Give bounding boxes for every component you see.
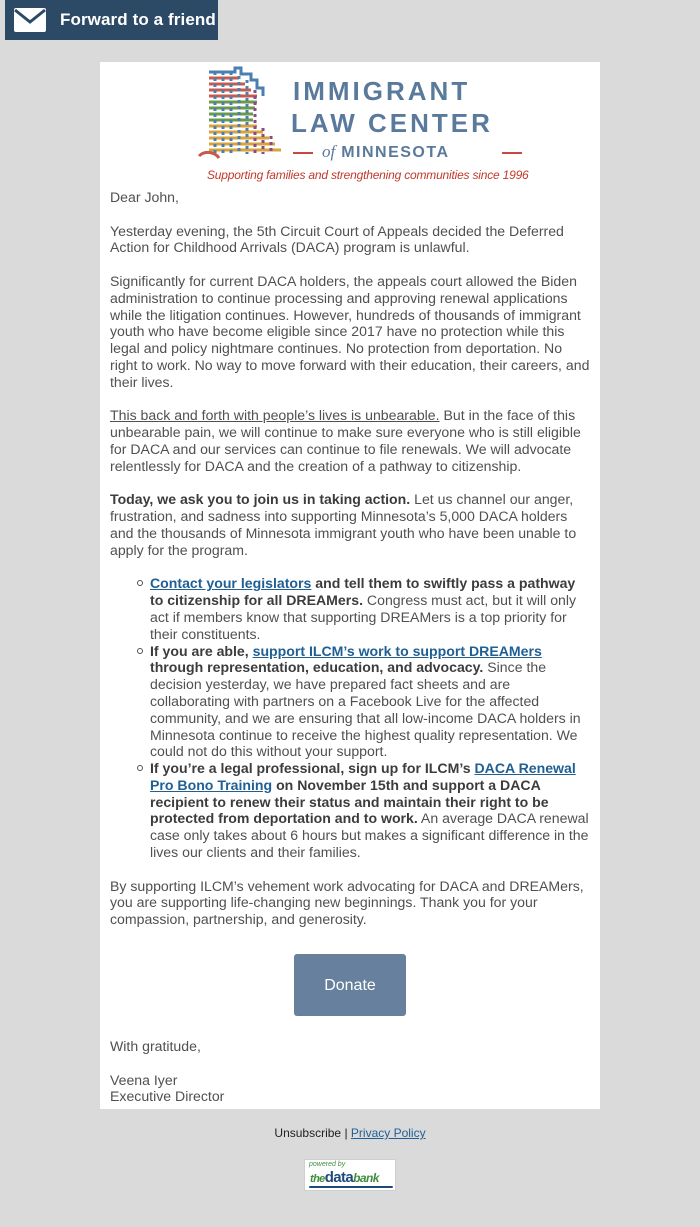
email-content [110,189,590,1105]
powered-by-databank-logo[interactable] [304,1159,396,1191]
footer [0,1126,700,1140]
footer-separator: | [341,1126,351,1140]
minnesota-map-mark-icon [195,66,289,162]
paragraph-3: This back and forth with people’s lives is unbearable. But in the face of this unbearable pain, we will continue to make sure everyone who is still eligible for DACA and our services can continue to file renewals. We will advocate relentlessly for DACA and the creation of a pathway to citizenship. [110,407,581,474]
databank-swoosh-icon [309,1186,393,1188]
forward-to-friend-button[interactable] [5,0,218,40]
support-ilcm-link[interactable]: support ILCM’s work to support DREAMers [252,642,542,659]
paragraph-2: Significantly for current DACA holders, the appeals court allowed the Biden administration to continue processing and approving renewal applications while the litigation continues. However, hundreds of thousands of immigrant youth who have become eligible since 2017 have no protection while this legal and policy nightmare continues. No protection from deportation. No right to work. No way to move forward with their education, their careers, and their lives. [110,272,590,390]
email-body [100,62,600,1109]
list-item: If you’re a legal professional, sign up for ILCM’s DACA Renewal Pro Bono Training on November 15th and support a DACA recipient to renew their status and maintain their right to be protected from deportation and to work. An average DACA renewal case only takes about 6 hours but makes a significant difference in the lives our clients and their families. [150,760,589,861]
signature-name: Veena Iyer [110,1071,178,1088]
logo-line-3: of MINNESOTA [322,142,450,161]
greeting: Dear John, [110,189,179,205]
list-item: If you are able, support ILCM’s work to support DREAMers through representation, education, and advocacy. Since the decision yesterday, we have prepared fact sheets and are collaborating with partners on a Facebook Live for the affected community, and we are ensuring that all low-income DACA holders in Minnesota continue to receive the highest quality representation. We could not do this without your support. [150,643,590,761]
paragraph-5: By supporting ILCM’s vehement work advocating for DACA and DREAMers, you are supporting life-changing new beginnings. Thank you for your compassion, partnership, and generosity. [110,877,584,928]
signature [110,1072,590,1106]
pro-bono-training-link[interactable]: DACA Renewal Pro Bono Training [150,760,576,793]
donate-wrapper [110,954,590,1016]
signature-title: Executive Director [110,1088,225,1105]
ilcm-logo [110,62,590,186]
logo-line-1: IMMIGRANT [293,76,471,106]
action-list [110,575,590,861]
paragraph-4: Today, we ask you to join us in taking action. Let us channel our anger, frustration, and sadness into supporting Minnesota’s 5,000 DACA holders and the thousands of Minnesota immigrant youth who have been unable to apply for the program. [110,491,577,558]
contact-legislators-link[interactable]: Contact your legislators [150,575,312,592]
list-item: Contact your legislators and tell them to swiftly pass a pathway to citizenship for all DREAMers. Congress must act, but it will only act if members know that supporting DREAMers is a top priority for their constituents. [150,575,590,642]
databank-brand: thedatabank [310,1169,379,1186]
unsubscribe-link[interactable]: Unsubscribe [274,1126,342,1140]
logo-dash-left [293,152,313,154]
privacy-policy-link[interactable]: Privacy Policy [350,1126,426,1140]
envelope-icon [13,7,47,33]
donate-button[interactable]: Donate [294,954,406,1016]
closing: With gratitude, [110,1038,201,1055]
logo-dash-right [502,152,522,154]
forward-label: Forward to a friend [60,10,216,29]
logo-line-2: LAW CENTER [291,108,493,138]
powered-by-text: powered by [309,1161,346,1168]
logo-tagline: Supporting families and strengthening communities since 1996 [207,168,529,182]
paragraph-1: Yesterday evening, the 5th Circuit Court of Appeals decided the Deferred Action for Childhood Arrivals (DACA) program is unlawful. [110,222,564,256]
